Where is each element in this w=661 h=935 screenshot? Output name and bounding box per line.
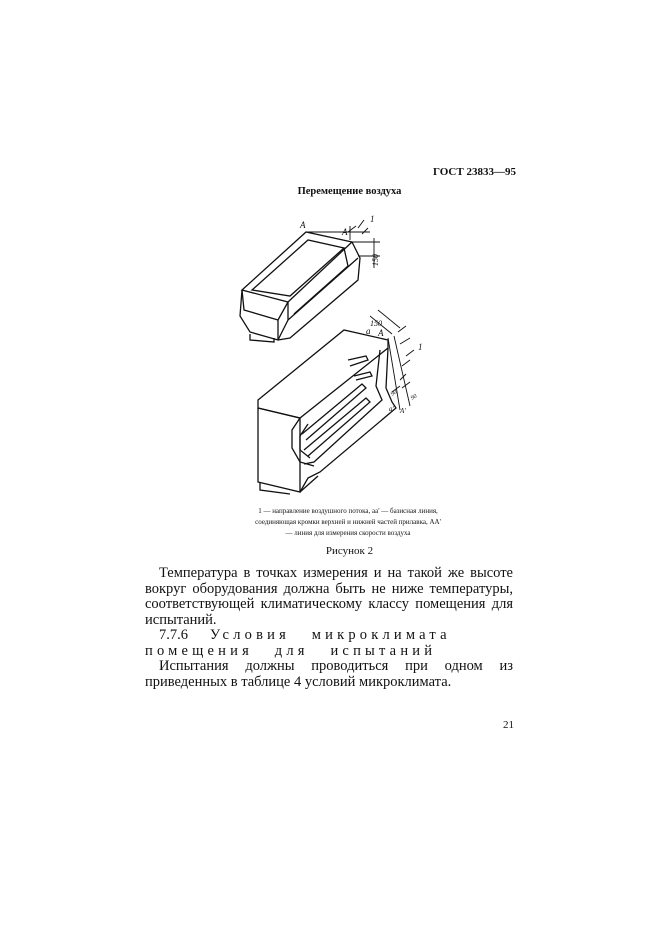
label-a-prime: a' <box>389 405 394 413</box>
page-number: 21 <box>503 719 514 731</box>
label-dim-90-1: 90 <box>390 389 399 398</box>
figure-title: Перемещение воздуха <box>297 186 402 197</box>
body-text <box>145 566 513 690</box>
label-a-top: A <box>300 220 306 230</box>
label-one-bottom: 1 <box>418 342 423 352</box>
section-title: Условия микроклимата помещения для испытаний <box>145 627 451 659</box>
label-dim-top: 150 <box>371 254 380 266</box>
standard-code: ГОСТ 23833—95 <box>433 166 516 178</box>
label-a-cap-prime: A' <box>400 407 406 415</box>
section-number: 7.7.6 <box>159 627 188 643</box>
figure-drawing <box>230 210 440 505</box>
figure-legend: 1 — направление воздушного потока, аа' — базисная линия, соединяющая кромки верхней и нижней частей прилавка, АА' — линия для измерения скорости воздуха <box>255 507 441 537</box>
figure-caption: Рисунок 2 <box>325 545 374 557</box>
paragraph-tests: Испытания должны проводиться при одном из приведенных в таблице 4 условий микроклимата. <box>145 658 513 690</box>
label-one-top: 1 <box>370 214 375 224</box>
label-dim-bottom: 150 <box>370 319 382 328</box>
label-a-bottom: a <box>366 326 371 336</box>
section-heading <box>145 628 513 659</box>
label-a-bottom-cap: A <box>378 328 384 338</box>
paragraph-temperature: Температура в точках измерения и на такой же высоте вокруг оборудования должна быть не ниже температуры, соответствующей климатическому классу помещения для испытаний. <box>145 565 513 628</box>
counter-drawing <box>258 330 399 494</box>
label-dim-90-2: 90 <box>410 393 419 402</box>
upper-tray-drawing <box>240 232 360 342</box>
label-a-top-prime: A <box>342 227 348 237</box>
